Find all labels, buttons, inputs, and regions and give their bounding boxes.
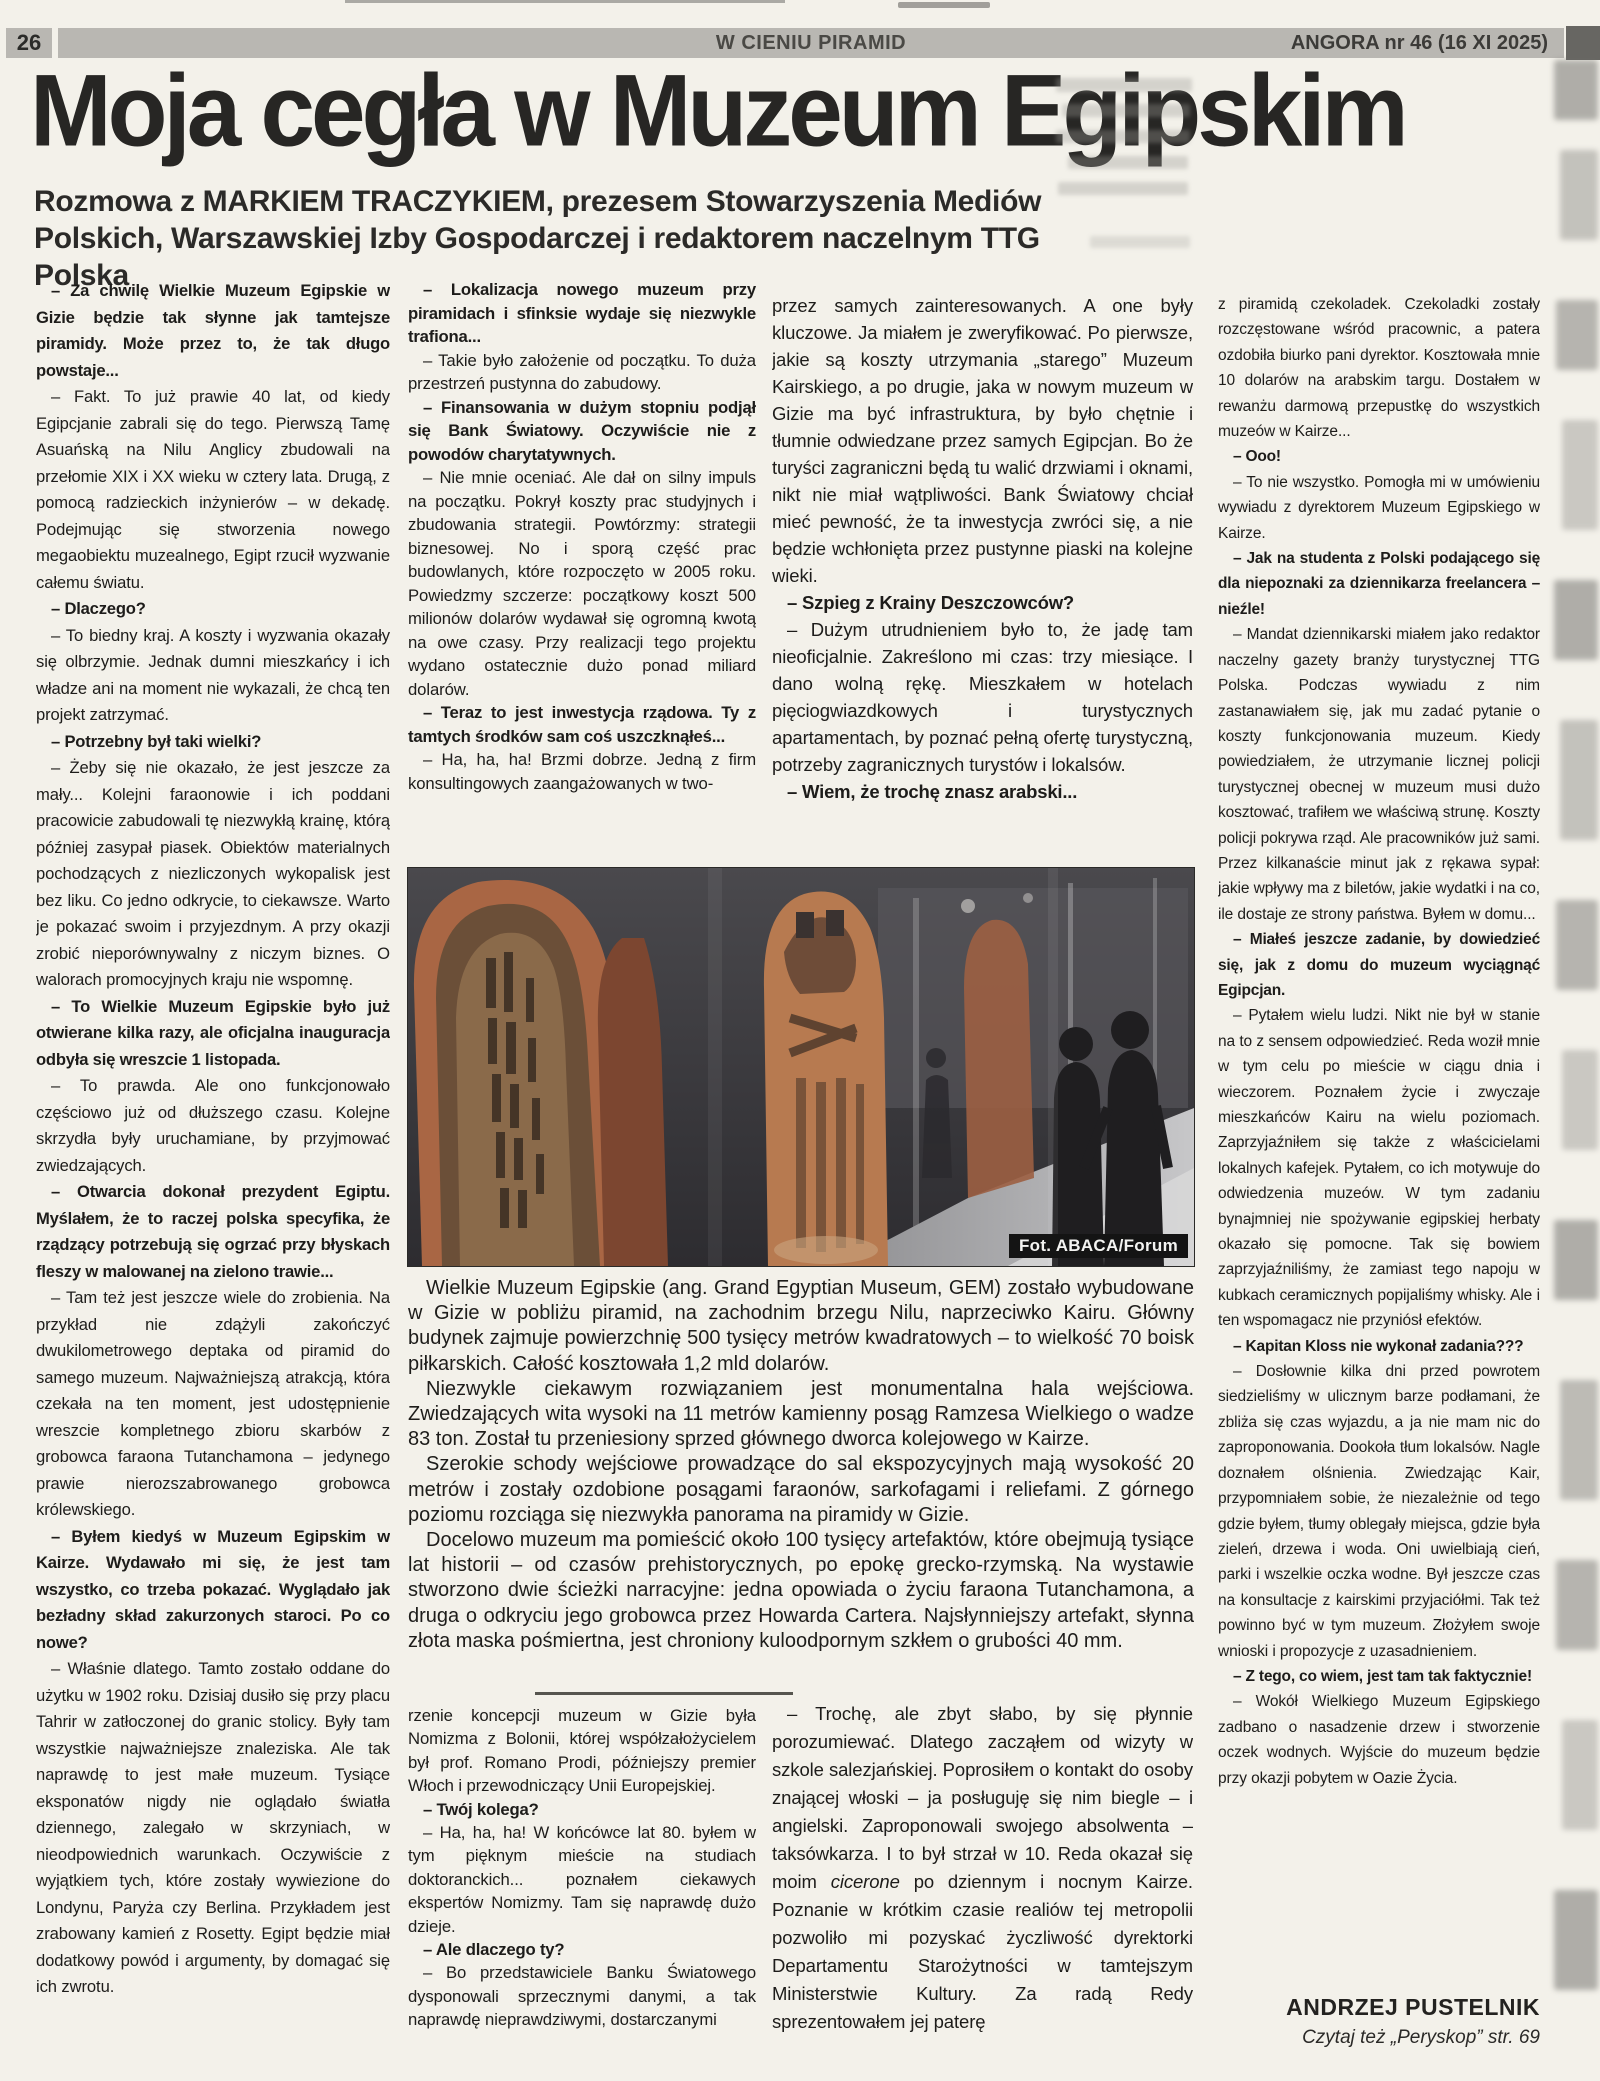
museum-photo-illustration <box>408 868 1194 1266</box>
question-paragraph: – Teraz to jest inwestycja rządowa. Ty z tamtych środków sam coś uszczknąłeś... <box>408 703 756 746</box>
answer-paragraph: Wielkie Muzeum Egipskie (ang. Grand Egyptian Museum, GEM) zostało wybudowane w Gizie w pobliżu piramid, na zachodnim brzegu Nilu, naprzeciwko Kairu. Główny budynek zajmuje powierzchnię 500 tysięcy metrów kwadratowych – to wielkość 70 boisk piłkarskich. Całość kosztowała 1,2 mld dolarów. <box>408 1277 1194 1375</box>
answer-paragraph: – Nie mnie oceniać. Ale dał on silny impuls na początku. Pokrył koszty prac studyjnych i zbudowania strategii. Powtórzmy: strategii biznesowej. No i sporą część prac budowlanych, które rozpoczęto w 2005 roku. Powiedzmy szczerze: początkowy koszt 500 milionów dolarów wydawał się ogromną kwotą na owe czasy. Przy realizacji tego projektu wydano ostatecznie dużo ponad miliard dolarów. <box>408 468 756 699</box>
scan-edge-smudge <box>1554 60 1598 120</box>
scan-edge-smudge <box>1556 300 1598 370</box>
column-3-lower <box>772 1700 1193 2081</box>
scan-edge-smudge <box>1556 900 1598 990</box>
print-bleed-artifact <box>1056 130 1190 143</box>
answer-paragraph: – Ha, ha, ha! Brzmi dobrze. Jedną z firm konsultingowych zaangażowanych w two- <box>408 750 756 793</box>
question-paragraph: – Za chwilę Wielkie Muzeum Egipskie w Gizie będzie tak słynne jak tamtejsze piramidy. Może przez to, że tak długo powstaje... <box>36 281 390 380</box>
question-paragraph: – Jak na studenta z Polski podającego się dla niepoznaki za dziennikarza freelancera – nieźle! <box>1218 550 1540 618</box>
question-paragraph: – Otwarcia dokonał prezydent Egiptu. Myślałem, że to raczej polska specyfika, że rządzący potrzebują się ogrzać przy błyskach fleszy w malowanej na zielono trawie... <box>36 1182 390 1281</box>
print-bleed-artifact <box>1090 236 1190 248</box>
answer-paragraph: – Takie było założenie od początku. To duża przestrzeń pustynna do zabudowy. <box>408 350 756 393</box>
question-paragraph: – Potrzebny był taki wielki? <box>51 731 262 751</box>
question-paragraph: – Twój kolega? <box>423 1799 539 1819</box>
column-3-upper <box>772 292 1193 872</box>
scan-edge-line <box>345 0 785 3</box>
scan-edge-mark <box>898 2 990 8</box>
question-paragraph: – Dlaczego? <box>51 599 146 618</box>
answer-paragraph: – Dosłownie kilka dni przed powrotem siedzieliśmy w ulicznym barze podłamani, że zbliża się czas wyjazdu, a ja nie mam nic do zaproponowania. Dookoła tłum lokalsów. Nagle doznałem olśnienia. Zwiedzając Kair, przypomniałem sobie, że niezależnie od tego gdzie byłem, tłumy oblegały miejsca, gdzie była zieleń, drzewa i woda. Oni uwielbiają cień, parki i wszelkie oczka wodne. Był jeszcze czas na konsultacje z kairskimi przyjaciółmi. Tak też powinno być w tym muzeum. Złożyłem swoje wnioski i propozycje z uzasadnieniem. <box>1218 1363 1540 1660</box>
answer-paragraph: Docelowo muzeum ma pomieścić około 100 tysięcy artefaktów, które obejmują tysiące lat historii – od czasów prehistorycznych, po epokę grecko-rzymską. Na wystawie stworzono dwie ścieżki narracyjne: jedna opowiada o życiu faraona Tutanchamona, a druga o odkryciu jego grobowca przez Howarda Cartera. Najsłynniejszy artefakt, słynna złota maska pośmiertna, jest chroniony kuloodpornym szkłem o grubości 40 mm. <box>408 1529 1194 1652</box>
scan-edge-smudge <box>1556 1560 1598 1650</box>
question-paragraph: – Szpieg z Krainy Deszczowców? <box>787 592 1074 613</box>
column-4 <box>1218 292 1540 1984</box>
author-signature <box>1218 1994 1540 2049</box>
answer-paragraph: – Trochę, ale zbyt słabo, by się płynnie porozumiewać. Dlatego zacząłem od wizyty w szkole salezjańskiej. Poprosiłem o kontakt do osoby znającej włoski – ja posługuję się nim biegle – i angielski. Zaproponowali swojego absolwenta – taksówkarza. I to był strzał w 10. Reda okazał się moim cicerone po dziennym i nocnym Kairze. Poznanie w krótkim czasie realiów tej metropolii pozwoliło mi pozyskać życzliwość dyrektorki Departamentu Starożytności w tamtejszym Ministerstwie Kultury. Za radą Redy sprezentowałem jej paterę <box>772 1703 1193 2032</box>
print-bleed-artifact <box>1058 182 1188 195</box>
caption-end-rule <box>535 1692 793 1695</box>
scan-edge-smudge <box>1554 1220 1598 1300</box>
footer-note: Czytaj też „Peryskop” str. 69 <box>1302 2027 1540 2048</box>
question-paragraph: – Ooo! <box>1233 448 1281 466</box>
article-title: Moja cegła w Muzeum Egipskim <box>30 53 1405 168</box>
answer-paragraph: – Bo przedstawiciele Banku Światowego dysponowali sprzecznymi danymi, a tak naprawdę nieprawdziwymi, dostarczanymi <box>408 1963 756 2030</box>
issue-info: ANGORA nr 46 (16 XI 2025) <box>1290 32 1548 54</box>
caption-block <box>408 1276 1194 1682</box>
question-paragraph: – Ale dlaczego ty? <box>423 1940 565 1960</box>
scan-edge-smudge <box>1560 1380 1598 1500</box>
answer-paragraph: – Pytałem wielu ludzi. Nikt nie był w stanie na to z sensem odpowiedzieć. Reda woził mnie w tym celu po mieście w ciągu dnia i wieczorem. Poznałem życie i zwyczaje mieszkańców Kairu na wielu poziomach. Zaprzyjaźniłem się także z właścicielami lokalnych kafejek. Pytałem, co ich motywuje do odwiedzenia muzeów. W tym zadaniu bynajmniej nie spożywanie egipskiej herbaty okazało się pomocne. Tak się bowiem zaprzyjaźniliśmy, że zamiast tego napoju w kubkach ceramicznych popijaliśmy whisky. Ale i ten wspomagacz nie przyniósł efektów. <box>1218 1007 1540 1330</box>
scan-edge-smudge <box>1562 1050 1598 1150</box>
scan-edge-smudge <box>1560 150 1598 240</box>
scan-edge-smudge <box>1562 420 1598 530</box>
answer-paragraph: – To biedny kraj. A koszty i wyzwania okazały się olbrzymie. Jednak dumni mieszkańcy i ich władze ani na moment nie wykazali, że chcą ten projekt zatrzymać. <box>36 625 390 724</box>
question-paragraph: – Lokalizacja nowego muzeum przy piramidach i sfinksie wydaje się niezwykle trafiona... <box>408 280 756 346</box>
museum-photo <box>408 868 1194 1266</box>
answer-paragraph: – Fakt. To już prawie 40 lat, od kiedy Egipcjanie zabrali się do tego. Pierwszą Tamę Asuańską na Nilu Anglicy zbudowali na przełomie XIX i XX wieku w cztery lata. Drugą, z pomocą radzieckich inżynierów – w dekadę. Podejmując się stworzenia nowego megaobiektu muzealnego, Egipt rzucił wyzwanie całemu światu. <box>36 387 390 592</box>
answer-paragraph: – Dużym utrudnieniem było to, że jadę tam nieoficjalnie. Zakreślono mi czas: trzy miesiące. I dano wolną rękę. Mieszkałem w hotelach pięciogwiazdkowych i turystycznych apartamentach, by poznać pełną ofertę turystyczną, potrzeby zagranicznych turystów i lokalsów. <box>772 619 1193 775</box>
article-subtitle: Rozmowa z MARKIEM TRACZYKIEM, prezesem Stowarzyszenia Mediów Polskich, Warszawskiej Izby Gospodarczej i redaktorem naczelnym TTG Polska <box>34 185 1042 292</box>
question-paragraph: – Byłem kiedyś w Muzeum Egipskim w Kairze. Wydawało mi się, że jest tam wszystko, co trzeba pokazać. Wyglądało jak bezładny skład zakurzonych staroci. Po co nowe? <box>36 1526 390 1652</box>
answer-paragraph: – Właśnie dlatego. Tamto zostało oddane do użytku w 1902 roku. Dzisiaj dusiło się przy placu Tahrir w zatłoczonej do granic stolicy. Były tam wszystkie najważniejsze znaleziska. Ale tak naprawdę to jest małe muzeum. Tysiące eksponatów nigdy nie oglądało światła dziennego, zalegało w skrzyniach, w nieodpowiednich warunkach. Oczywiście z wyjątkiem tych, które zostały wywiezione do Londynu, Paryża czy Berlina. Przykładem jest zrabowany kamień z Rosetty. Egipt będzie miał dodatkowy powód i argumenty, by domagać się ich zwrotu. <box>36 1659 390 1996</box>
answer-paragraph: – Tam też jest jeszcze wiele do zrobienia. Na przykład nie zdążyli zakończyć dwukilometrowego deptaka od piramid do samego muzeum. Najważniejszą atrakcją, która czekała na ten moment, jest udostępnienie wreszcie kompletnego zbioru skarbów z grobowca faraona Tutanchamona – jedynego prawie nierozszabrowanego grobowca królewskiego. <box>36 1288 390 1519</box>
author-name: ANDRZEJ PUSTELNIK <box>1286 1994 1540 2020</box>
print-bleed-artifact <box>1062 104 1190 117</box>
answer-paragraph: – Mandat dziennikarski miałem jako redaktor naczelny gazety branży turystycznej TTG Polska. Podczas wywiadu z nim zastanawiałem się, jak mu zadać pytanie o koszty funkcjonowania muzeum. Kiedy powiedziałem, że utrzymanie licznej policji turystycznej obecnej w muzeum musi dużo kosztować, trafiłem we właściwą strunę. Koszty policji pokrywa rząd. Ale pracowników już sami. Przez kilkanaście minut jak z rękawa sypał: jakie wpływy ma z biletów, jakie wydatki i na co, ile dostaje ze strony państwa. Byłem w domu... <box>1218 626 1540 923</box>
answer-paragraph: – Wokół Wielkiego Muzeum Egipskiego zadbano o nasadzenie drzew i stworzenie oczek wodnych. Wyjście do muzeum będzie przy okazji pobytem w Oazie Życia. <box>1218 1693 1540 1787</box>
answer-paragraph: – Żeby się nie okazało, że jest jeszcze za mały... Kolejni faraonowie i ich poddani pracowicie zabudowali tę niezwykłą krainę, którą później zasypał piasek. Obiektów materialnych pochodzących z niezliczonych wykopalisk jest bez liku. Co jedno odkrycie, to ciekawsze. Warto je pokazać swoim i przyjezdnym. A przy okazji zrobić nieporównywalny z niczym biznes. O walorach promocyjnych kraju nie wspomnę. <box>36 758 390 989</box>
question-paragraph: – Finansowania w dużym stopniu podjął się Bank Światowy. Oczywiście nie z powodów charytatywnych. <box>408 397 756 464</box>
section-title: W CIENIU PIRAMID <box>715 32 907 54</box>
column-2-lower <box>408 1704 756 2081</box>
photo-credit: Fot. ABACA/Forum <box>1009 1234 1188 1258</box>
column-1 <box>36 278 390 2078</box>
answer-paragraph: – To prawda. Ale ono funkcjonowało częściowo już od dłuższego czasu. Kolejne skrzydła były uruchamiane, by przyjmować zwiedzających. <box>36 1076 390 1175</box>
scan-edge-block <box>1566 26 1600 60</box>
question-paragraph: – Miałeś jeszcze zadanie, by dowiedzieć się, jak z domu do muzeum wyciągnąć Egipcjan. <box>1218 931 1540 999</box>
answer-paragraph: przez samych zainteresowanych. A one były kluczowe. Ja miałem je zweryfikować. Po pierwsze, jakie są koszty utrzymania „starego” Muzeum Kairskiego, a po drugie, jaka w nowym muzeum w Gizie ma być infrastruktura, by było chętnie i tłumnie odwiedzane przez samych Egipcjan. Bo że turyści zagraniczni będą tu walić drzwiami i oknami, nikt nie miał wątpliwości. Bank Światowy chciał mieć pewność, że ta inwestycja zwróci się, a nie będzie wchłonięta przez pustynne piaski na kolejne wieki. <box>772 295 1193 586</box>
question-paragraph: – Z tego, co wiem, jest tam tak faktycznie! <box>1233 1667 1532 1685</box>
scan-edge-smudge <box>1562 1720 1598 1830</box>
print-bleed-artifact <box>1068 156 1188 169</box>
answer-paragraph: Szerokie schody wejściowe prowadzące do sal ekspozycyjnych mają wysokość 20 metrów i zostały ozdobione posągami faraonów, sarkofagami i reliefami. Z górnego poziomu rozciąga się niezwykła panorama na piramidy w Gizie. <box>408 1453 1194 1526</box>
question-paragraph: – To Wielkie Muzeum Egipskie było już otwierane kilka razy, ale oficjalna inauguracja odbyła się wreszcie 1 listopada. <box>36 996 390 1069</box>
answer-paragraph: – To nie wszystko. Pomogła mi w umówieniu wywiadu z dyrektorem Muzeum Egipskiego w Kairze. <box>1218 473 1540 542</box>
scan-edge-smudge <box>1554 1890 1598 1990</box>
answer-paragraph: z piramidą czekoladek. Czekoladki zostały rozczęstowane wśród pracownic, a patera ozdobiła biurko pani dyrektor. Kosztowała mnie 10 dolarów na arabskim targu. Dostałem w rewanżu darmową przepustkę do wszystkich muzeów w Kairze... <box>1218 296 1540 441</box>
page-number: 26 <box>6 28 52 58</box>
scan-edge-smudge <box>1554 580 1598 660</box>
question-paragraph: – Kapitan Kloss nie wykonał zadania??? <box>1233 1337 1524 1355</box>
question-paragraph: – Wiem, że trochę znasz arabski... <box>787 781 1078 802</box>
answer-paragraph: – Ha, ha, ha! W końcówce lat 80. byłem w tym pięknym mieście na studiach doktoranckich... poznałem ciekawych ekspertów Nomizmy. Tam się naprawdę dużo dzieje. <box>408 1823 756 1936</box>
scan-edge-smudge <box>1560 720 1598 840</box>
answer-paragraph: Niezwykle ciekawym rozwiązaniem jest monumentalna hala wejściowa. Zwiedzających wita wysoki na 11 metrów kamienny posąg Ramzesa Wielkiego o wadze 83 ton. Został tu przeniesiony sprzed głównego dworca kolejowego w Kairze. <box>408 1377 1194 1451</box>
answer-paragraph: rzenie koncepcji muzeum w Gizie była Nomizma z Bolonii, której współzałożycielem był prof. Romano Prodi, późniejszy premier Włoch i przewodniczący Unii Europejskiej. <box>408 1706 756 1796</box>
print-bleed-artifact <box>1056 78 1192 92</box>
column-2-upper <box>408 278 756 850</box>
